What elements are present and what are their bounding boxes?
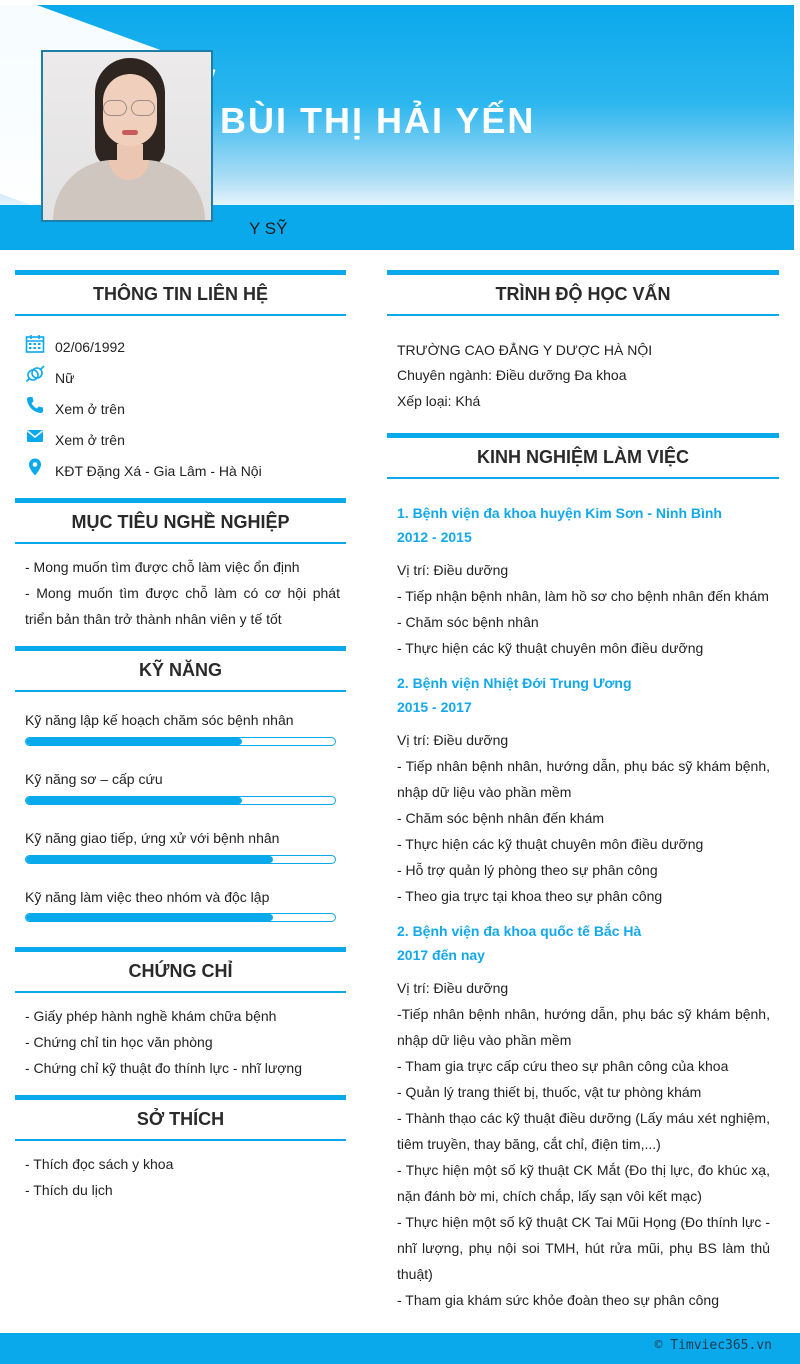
footer-copyright: © Timviec365.vn — [654, 1338, 772, 1353]
email-icon — [25, 426, 45, 446]
job-title: Y SỸ — [249, 219, 288, 238]
job-duty: -Tiếp nhân bệnh nhân, hướng dẫn, phụ bác sỹ khám bệnh, — [397, 1006, 770, 1022]
education-grade: Xếp loại: Khá — [397, 393, 481, 409]
job-company: 1. Bệnh viện đa khoa huyện Kim Sơn - Ninh Bình — [397, 505, 722, 521]
skills-section-title: KỸ NĂNG — [15, 646, 346, 692]
job-period: 2012 - 2015 — [397, 529, 472, 545]
profile-photo — [41, 50, 213, 222]
skill-name: Kỹ năng sơ – cấp cứu — [25, 771, 163, 787]
job-duty: - Tham gia trực cấp cứu theo sự phân công của khoa — [397, 1058, 729, 1074]
contact-gender: Nữ — [55, 370, 75, 386]
skill-progress-fill — [26, 738, 242, 745]
certificates-section-title: CHỨNG CHỈ — [15, 947, 346, 993]
job-duty: - Quản lý trang thiết bị, thuốc, vật tư phòng khám — [397, 1084, 702, 1100]
job-duty: nhập dữ liệu vào phần mềm — [397, 1032, 572, 1048]
contact-section-title: THÔNG TIN LIÊN HỆ — [15, 270, 346, 316]
job-duty: - Chăm sóc bệnh nhân đến khám — [397, 810, 605, 826]
skill-progress-fill — [26, 914, 273, 921]
job-duty: - Tham gia khám sức khỏe đoàn theo sự phân công — [397, 1292, 720, 1308]
skill-name: Kỹ năng lập kế hoạch chăm sóc bệnh nhân — [25, 712, 294, 728]
skill-progress-bar — [25, 737, 336, 746]
candidate-name: BÙI THỊ HẢI YẾN — [220, 100, 536, 141]
education-major: Chuyên ngành: Điều dưỡng Đa khoa — [397, 367, 627, 383]
job-duty: nặn đánh bờ mi, chích chắp, lấy sạn vôi kết mạc) — [397, 1188, 702, 1204]
objective-section-title: MỤC TIÊU NGHỀ NGHIỆP — [15, 498, 346, 544]
job-duty: - Tiếp nhân bệnh nhân, hướng dẫn, phụ bác sỹ khám bệnh, — [397, 758, 770, 774]
location-icon — [25, 457, 45, 477]
experience-section-title: KINH NGHIỆM LÀM VIỆC — [387, 433, 779, 479]
job-company: 2. Bệnh viện Nhiệt Đới Trung Ương — [397, 675, 632, 691]
job-position: Vị trí: Điều dưỡng — [397, 980, 509, 996]
job-company: 2. Bệnh viện đa khoa quốc tế Bắc Hà — [397, 923, 642, 939]
certificate-item: - Chứng chỉ tin học văn phòng — [25, 1034, 213, 1050]
job-duty: tiêm truyền, thay băng, cắt chỉ, điện tim,...) — [397, 1136, 661, 1152]
job-duty: - Thành thạo các kỹ thuật điều dưỡng (Lấy máu xét nghiệm, — [397, 1110, 770, 1126]
job-duty: - Thực hiện các kỹ thuật chuyên môn điều dưỡng — [397, 836, 704, 852]
skill-progress-bar — [25, 796, 336, 805]
skill-name: Kỹ năng giao tiếp, ứng xử với bệnh nhân — [25, 830, 280, 846]
certificate-item: - Giấy phép hành nghề khám chữa bệnh — [25, 1008, 277, 1024]
certificate-item: - Chứng chỉ kỹ thuật đo thính lực - nhĩ lượng — [25, 1060, 302, 1076]
hobby-item: - Thích du lịch — [25, 1182, 113, 1198]
job-duty: - Thực hiện một số kỹ thuật CK Mắt (Đo thị lực, đo khúc xạ, — [397, 1162, 770, 1178]
job-duty: nhập dữ liệu vào phần mềm — [397, 784, 572, 800]
education-school: TRƯỜNG CAO ĐẲNG Y DƯỢC HÀ NỘI — [397, 342, 653, 358]
job-duty: - Tiếp nhận bệnh nhân, làm hồ sơ cho bệnh nhân đến khám — [397, 588, 769, 604]
skill-name: Kỹ năng làm việc theo nhóm và độc lập — [25, 889, 270, 905]
job-duty: thuật) — [397, 1266, 433, 1282]
contact-email: Xem ở trên — [55, 432, 125, 448]
job-duty: - Thực hiện một số kỹ thuật CK Tai Mũi Họng (Đo thính lực - — [397, 1214, 770, 1230]
job-period: 2015 - 2017 — [397, 699, 472, 715]
hobby-item: - Thích đọc sách y khoa — [25, 1156, 174, 1172]
skill-progress-bar — [25, 855, 336, 864]
job-position: Vị trí: Điều dưỡng — [397, 732, 509, 748]
job-duty: - Chăm sóc bệnh nhân — [397, 614, 539, 630]
skill-progress-bar — [25, 913, 336, 922]
job-position: Vị trí: Điều dưỡng — [397, 562, 509, 578]
gender-icon — [25, 364, 45, 384]
objective-line: - Mong muốn tìm được chỗ làm có cơ hội phát — [25, 585, 340, 601]
job-duty: - Theo gia trực tại khoa theo sự phân công — [397, 888, 663, 904]
calendar-icon — [25, 334, 45, 354]
objective-line: - Mong muốn tìm được chỗ làm việc ổn định — [25, 559, 300, 575]
contact-phone: Xem ở trên — [55, 401, 125, 417]
hobbies-section-title: SỞ THÍCH — [15, 1095, 346, 1141]
skill-progress-fill — [26, 856, 273, 863]
job-period: 2017 đến nay — [397, 947, 485, 963]
contact-birthdate: 02/06/1992 — [55, 339, 126, 355]
job-duty: - Hỗ trợ quản lý phòng theo sự phân công — [397, 862, 658, 878]
job-duty: - Thực hiện các kỹ thuật chuyên môn điều dưỡng — [397, 640, 704, 656]
job-duty: nhĩ lượng, phụ nội soi TMH, hút rửa mũi, phụ BS làm thủ — [397, 1240, 770, 1256]
footer-bar — [0, 1333, 800, 1364]
education-section-title: TRÌNH ĐỘ HỌC VẤN — [387, 270, 779, 316]
skill-progress-fill — [26, 797, 242, 804]
objective-line: triển bản thân trở thành nhân viên y tế tốt — [25, 611, 282, 627]
contact-address: KĐT Đặng Xá - Gia Lâm - Hà Nội — [55, 463, 262, 479]
phone-icon — [25, 395, 45, 415]
